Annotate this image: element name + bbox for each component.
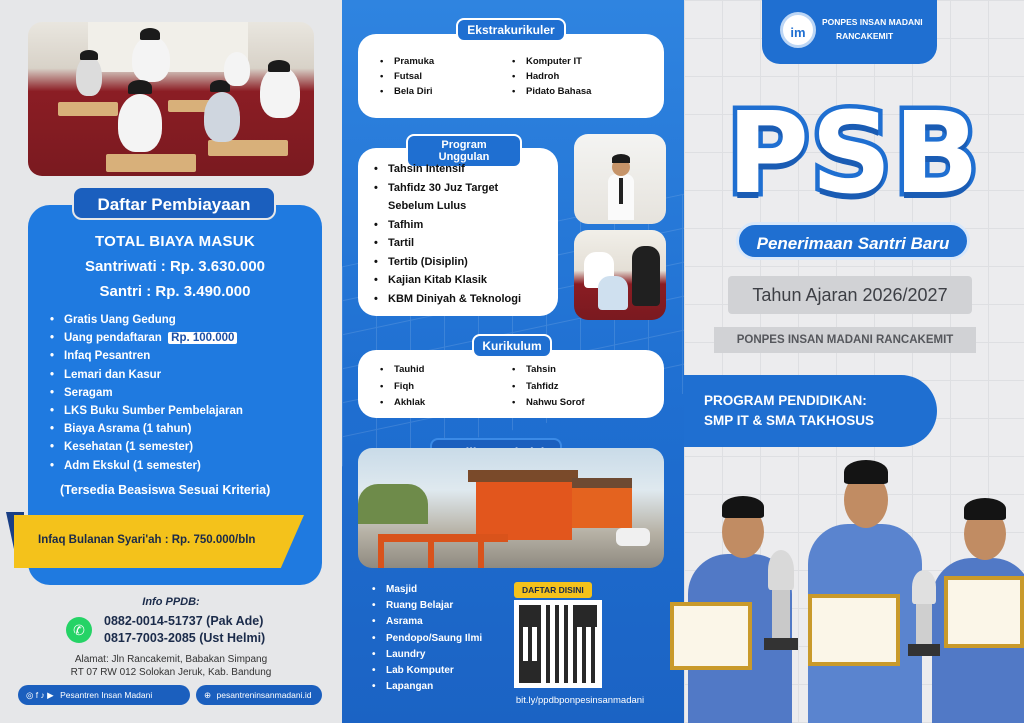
list-item: • Kesehatan (1 semester) <box>50 438 243 456</box>
total-label: TOTAL BIAYA MASUK <box>94 233 256 250</box>
list-item: • Bela Diri <box>380 84 434 99</box>
school-building-photo <box>358 448 664 568</box>
classroom-photo <box>28 22 314 176</box>
monthly-fee: Infaq Bulanan Syari'ah : Rp. 750.000/bln <box>38 534 256 546</box>
list-item: • KBM Diniyah & Teknologi <box>374 290 554 309</box>
registration-link[interactable]: bit.ly/ppdbponpesinsanmadani <box>515 695 645 706</box>
list-item: • Tartil <box>374 234 554 253</box>
program-value: SMP IT & SMA TAKHOSUS <box>704 413 875 428</box>
school-name-2: RANCAKEMIT <box>836 31 894 41</box>
list-item: • Tahfidz 30 Juz Target Sebelum Lulus <box>374 179 514 216</box>
list-item: • Uang pendaftaran Rp. 100.000 <box>50 329 243 347</box>
qr-code-icon[interactable] <box>514 600 602 688</box>
fees-title: Daftar Pembiayaan <box>72 186 276 220</box>
list-item: • Komputer IT <box>512 54 591 69</box>
tiktok-icon[interactable]: ♪ <box>40 690 45 700</box>
school-logo: im <box>780 12 816 48</box>
list-item: • Tauhid <box>380 362 425 379</box>
middle-panel <box>342 0 684 723</box>
santri-price: Santri : Rp. 3.490.000 <box>99 283 251 300</box>
students-trophies-photo <box>660 458 1024 723</box>
list-item: • Seragam <box>50 384 243 402</box>
list-item: • Lapangan <box>372 679 482 695</box>
santriwati-price: Santriwati : Rp. 3.630.000 <box>84 258 266 275</box>
ekstra-title: Ekstrakurikuler <box>456 18 566 42</box>
academic-year: Tahun Ajaran 2026/2027 <box>728 276 972 314</box>
list-item: • Pidato Bahasa <box>512 84 591 99</box>
fees-list <box>50 311 243 475</box>
list-item: • Pramuka <box>380 54 434 69</box>
website-bar[interactable] <box>196 685 322 705</box>
list-item: • Laundry <box>372 647 482 663</box>
psb-subtitle: Penerimaan Santri Baru <box>736 222 970 260</box>
daftar-label: DAFTAR DISINI <box>514 582 592 598</box>
fasilitas-list <box>372 582 482 695</box>
social-handle: Pesantren Insan Madani <box>60 690 153 700</box>
list-item: • Infaq Pesantren <box>50 347 243 365</box>
info-title: Info PPDB: <box>142 596 200 608</box>
school-name-1: PONPES INSAN MADANI <box>822 17 923 27</box>
list-item: • Asrama <box>372 614 482 630</box>
list-item: • Adm Ekskul (1 semester) <box>50 457 243 475</box>
student-speech-photo <box>574 134 666 224</box>
list-item: • Akhlak <box>380 395 425 412</box>
instagram-icon[interactable]: ◎ <box>26 690 34 700</box>
list-item: • Tahsin Intensif <box>374 160 554 179</box>
list-item: • Gratis Uang Gedung <box>50 311 243 329</box>
list-item: • Tertib (Disiplin) <box>374 253 554 272</box>
scholarship-note: (Tersedia Beasiswa Sesuai Kriteria) <box>60 483 271 497</box>
psb-title: PSB <box>726 89 982 219</box>
list-item: • Ruang Belajar <box>372 598 482 614</box>
phone-2[interactable]: 0817-7003-2085 (Ust Helmi) <box>104 631 266 645</box>
list-item: • Biaya Asrama (1 tahun) <box>50 420 243 438</box>
registration-fee: Rp. 100.000 <box>168 332 237 344</box>
list-item: • Fiqh <box>380 379 425 396</box>
list-item: • Hadroh <box>512 69 591 84</box>
address-line-1: Alamat: Jln Rancakemit, Babakan Simpang <box>74 654 268 665</box>
ekstra-list-1 <box>380 54 434 99</box>
list-item: • Tafhim <box>374 216 554 235</box>
list-item: • Nahwu Sorof <box>512 395 585 412</box>
program-pill <box>684 375 937 447</box>
list-item: • Lab Komputer <box>372 663 482 679</box>
list-item: • Kajian Kitab Klasik <box>374 271 554 290</box>
kurikulum-list-2 <box>512 362 585 412</box>
list-item: • Tahsin <box>512 362 585 379</box>
address-line-2: RT 07 RW 012 Solokan Jeruk, Kab. Bandung <box>70 667 272 678</box>
phone-1[interactable]: 0882-0014-51737 (Pak Ade) <box>104 614 264 628</box>
ekstra-list-2 <box>512 54 591 99</box>
program-title: PROGRAM PENDIDIKAN: <box>704 393 867 408</box>
students-reading-photo <box>574 230 666 320</box>
list-item: • Lemari dan Kasur <box>50 366 243 384</box>
list-item: • Futsal <box>380 69 434 84</box>
list-item: • Pendopo/Saung Ilmi <box>372 631 482 647</box>
kurikulum-list-1 <box>380 362 425 412</box>
facebook-icon[interactable]: f <box>35 690 39 700</box>
list-item: • Masjid <box>372 582 482 598</box>
right-panel <box>684 0 1024 723</box>
whatsapp-icon[interactable]: ✆ <box>66 617 92 643</box>
unggulan-list <box>374 160 554 308</box>
left-panel <box>0 0 342 723</box>
website-url: pesantreninsanmadani.id <box>216 690 312 700</box>
kurikulum-title: Kurikulum <box>472 334 552 358</box>
list-item: • Tahfidz <box>512 379 585 396</box>
school-full-name: PONPES INSAN MADANI RANCAKEMIT <box>714 327 976 353</box>
youtube-icon[interactable]: ▶ <box>47 690 54 700</box>
social-bar[interactable] <box>18 685 190 705</box>
globe-icon: ⊕ <box>204 690 212 700</box>
list-item: • LKS Buku Sumber Pembelajaran <box>50 402 243 420</box>
unggulan-title: Program Unggulan <box>406 134 522 168</box>
